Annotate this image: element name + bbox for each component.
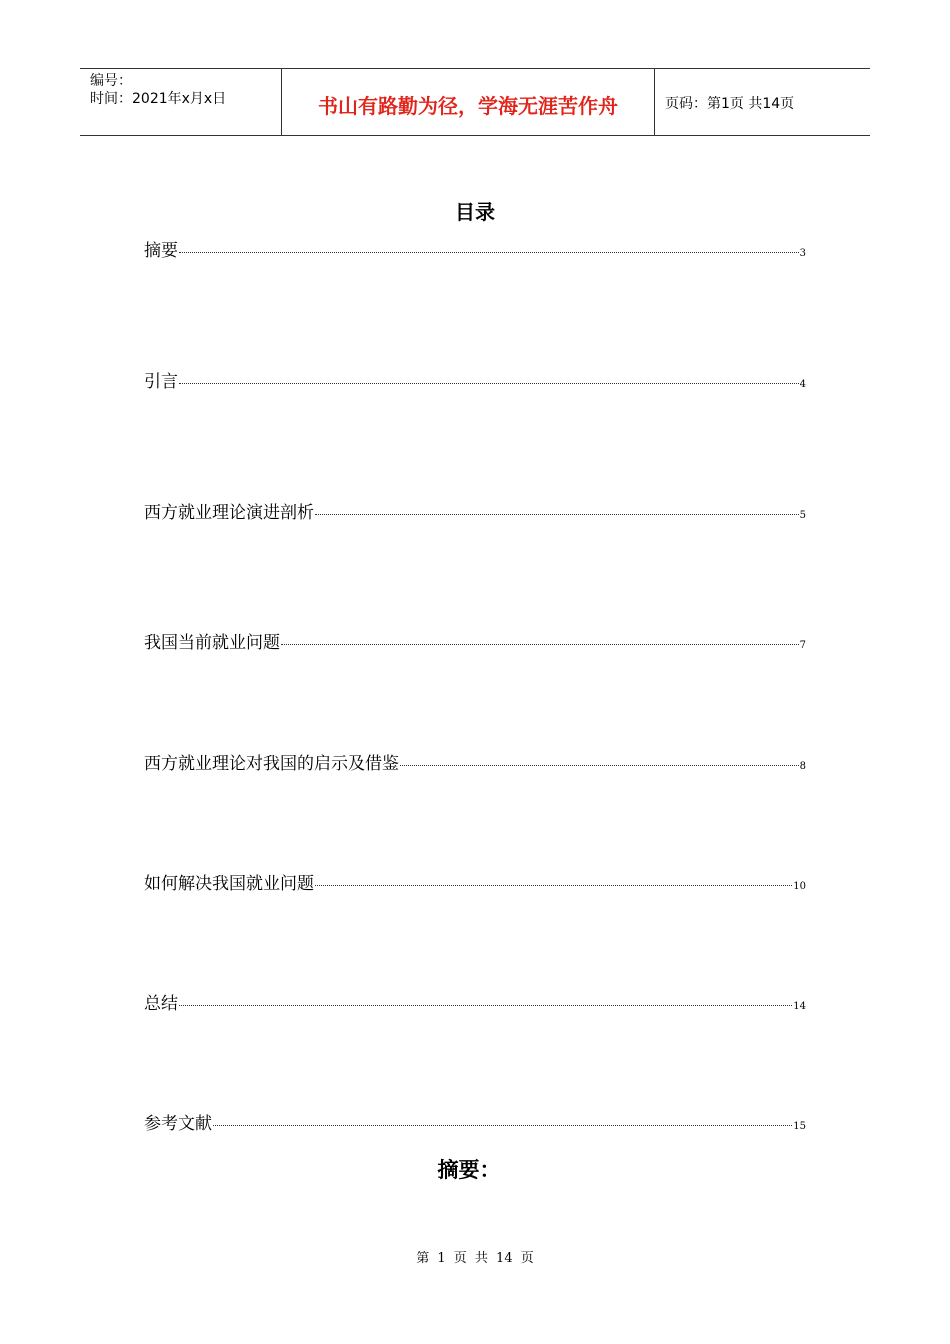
toc-entry-label: 我国当前就业问题 — [144, 633, 280, 653]
toc-entry[interactable] — [144, 1109, 806, 1134]
toc-entry-label: 西方就业理论演进剖析 — [144, 503, 314, 523]
toc-entry[interactable] — [144, 498, 806, 523]
toc-entry-label: 参考文献 — [144, 1114, 212, 1134]
toc-entry-page: 5 — [799, 510, 806, 521]
toc-entry-page: 10 — [793, 881, 806, 892]
toc-entry[interactable] — [144, 749, 806, 774]
header-page-info: 页码：第1页 共14页 — [665, 96, 795, 112]
toc-leader — [281, 643, 799, 645]
header-date-label: 时间：2021年x月x日 — [90, 91, 227, 107]
header-motto: 书山有路勤为径，学海无涯苦作舟 — [282, 69, 655, 135]
toc-entry-label: 如何解决我国就业问题 — [144, 874, 314, 894]
toc-entry-page: 7 — [799, 640, 806, 651]
toc-entry[interactable] — [144, 628, 806, 653]
toc-entry[interactable] — [144, 869, 806, 894]
toc-entry-page: 15 — [793, 1121, 806, 1132]
toc-leader — [315, 513, 799, 515]
header-number-label: 编号： — [90, 73, 132, 89]
toc-entry[interactable] — [144, 367, 806, 392]
toc-leader — [179, 382, 799, 384]
toc-leader — [179, 251, 799, 253]
toc-leader — [179, 1004, 792, 1006]
page-header — [80, 68, 870, 136]
toc-entry-page: 8 — [799, 761, 806, 772]
toc-entry-label: 西方就业理论对我国的启示及借鉴 — [144, 754, 399, 774]
toc-entry[interactable] — [144, 236, 806, 261]
page-footer: 第 1 页 共 14 页 — [416, 1251, 534, 1266]
toc-entry-label: 摘要 — [144, 241, 178, 261]
toc-leader — [315, 884, 792, 886]
toc-leader — [213, 1124, 792, 1126]
toc-entry-page: 4 — [799, 379, 806, 390]
toc-leader — [400, 764, 799, 766]
toc-entry-page: 14 — [793, 1001, 806, 1012]
toc-title: 目录 — [455, 200, 495, 224]
toc-entry-page: 3 — [799, 248, 806, 259]
section-title: 摘要： — [437, 1157, 501, 1182]
toc-entry-label: 总结 — [144, 994, 178, 1014]
toc-entry-label: 引言 — [144, 372, 178, 392]
header-meta — [80, 69, 282, 135]
toc-entry[interactable] — [144, 989, 806, 1014]
